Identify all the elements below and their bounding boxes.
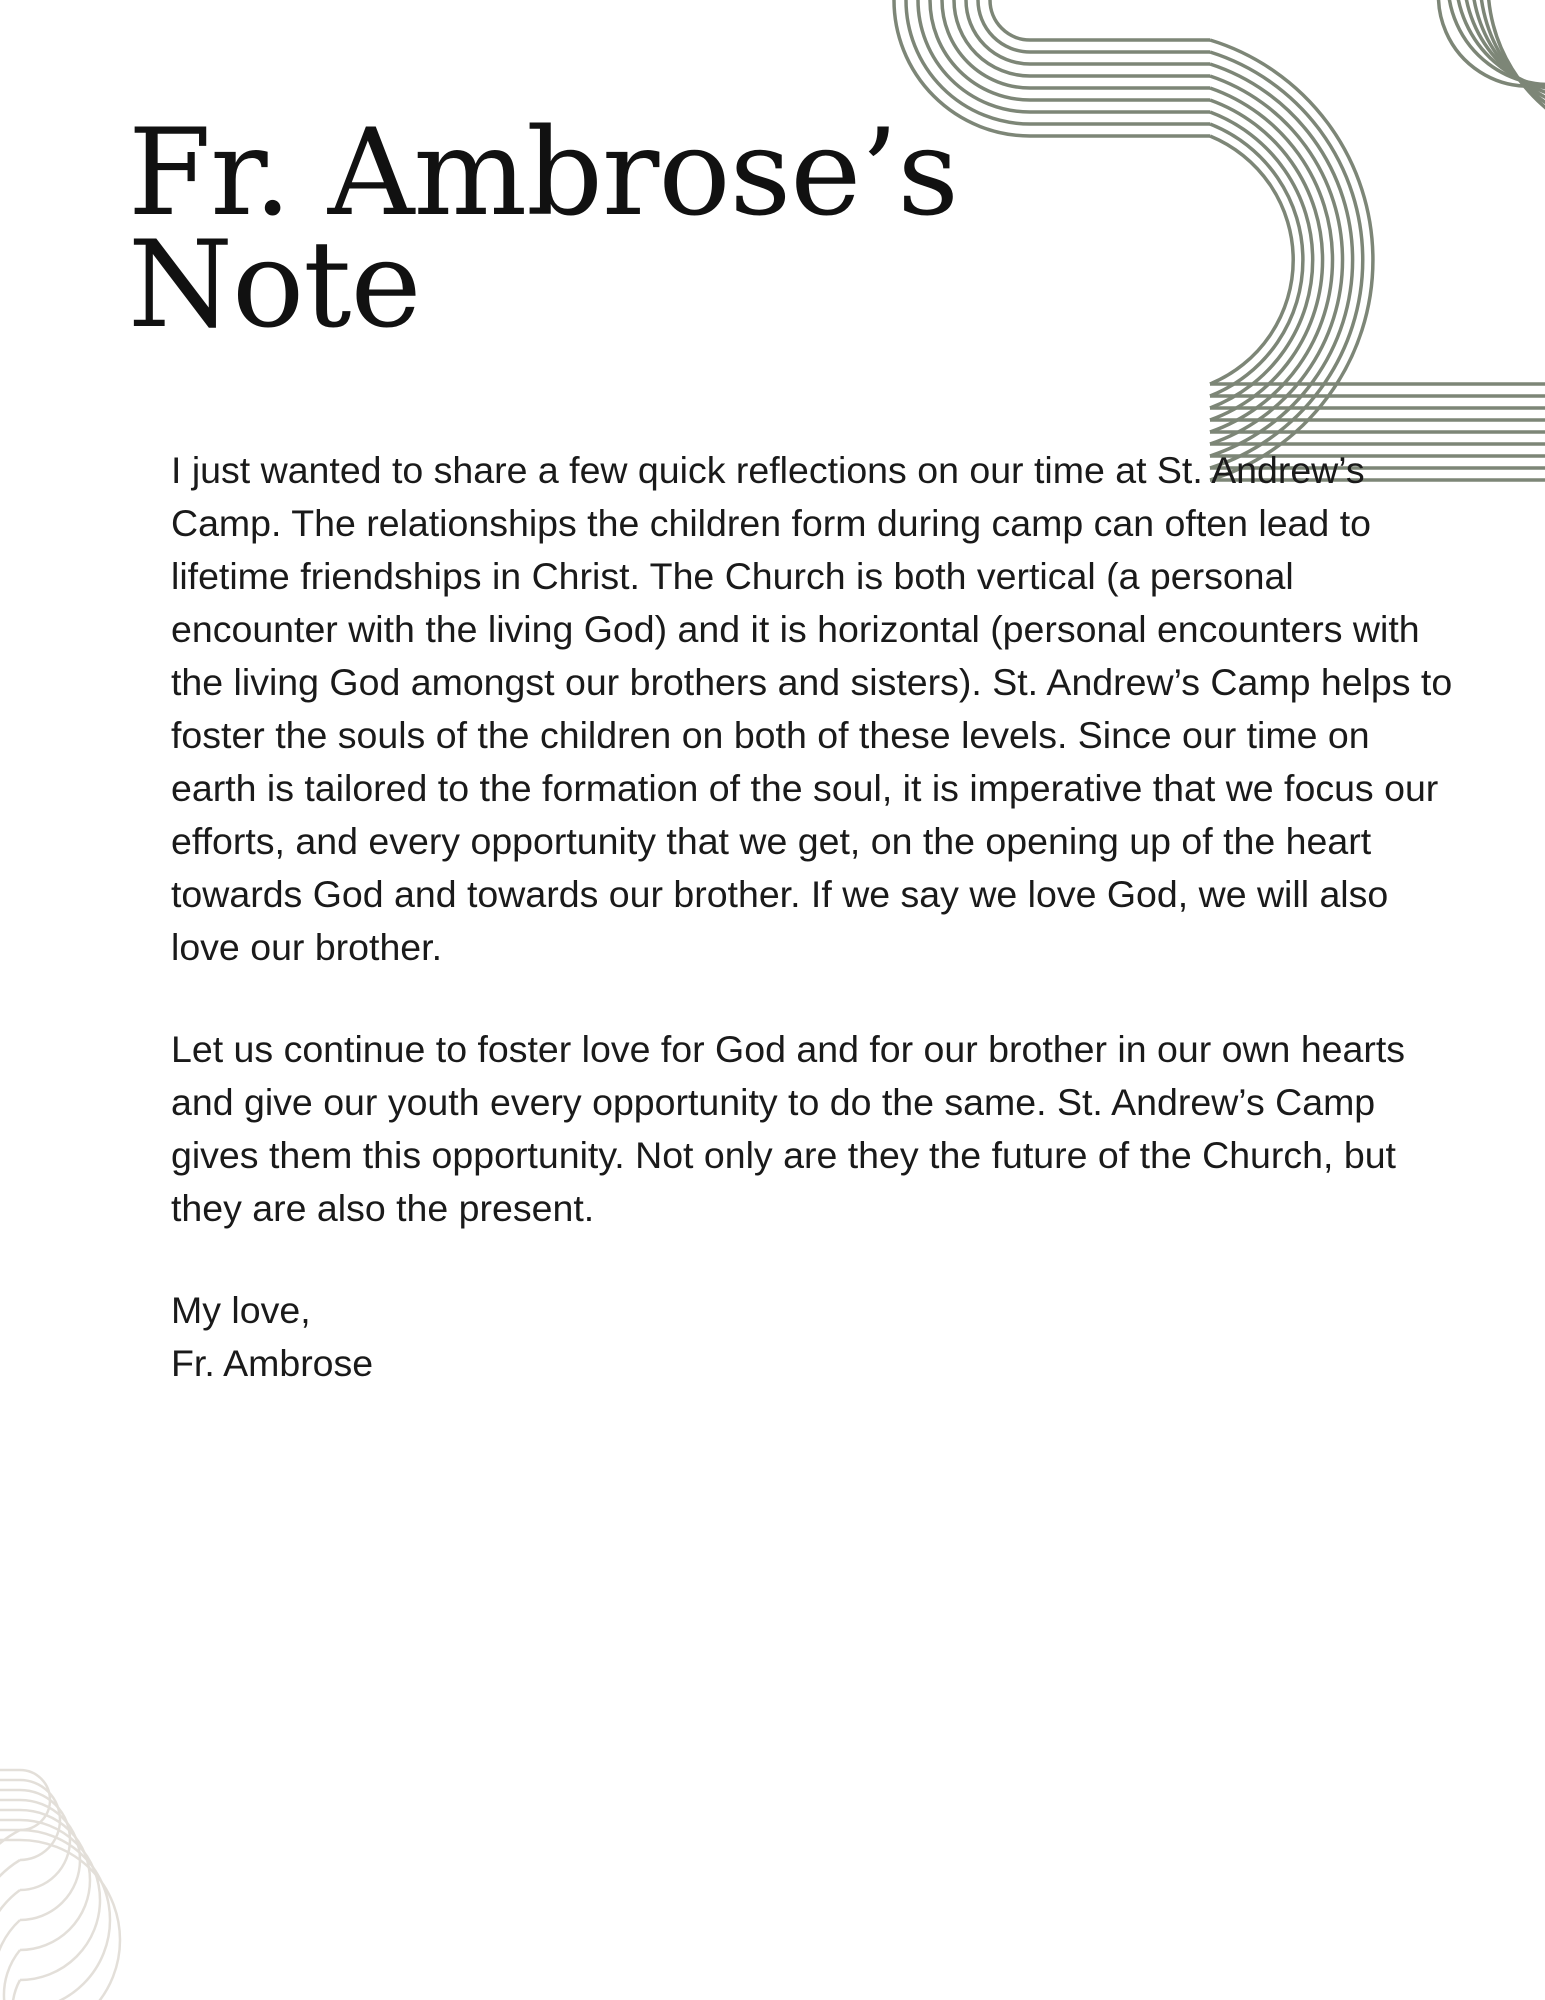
- signature-name: Fr. Ambrose: [171, 1342, 374, 1384]
- wave-line: [1210, 88, 1333, 432]
- wave-line: [1210, 64, 1353, 456]
- wave-line: [918, 0, 1210, 112]
- paragraph: I just wanted to share a few quick reflections on our time at St. Andrew’s Camp. The relationships the children form during camp can often lead to lifetime friendships in Christ. The Church is both vertical (a personal encounter with the living God) and it is horizontal (personal encounters with the living God amongst our brothers and sisters). St. Andrew’s Camp helps to foster the souls of the children on both of these levels. Since our time on earth is tailored to the formation of the soul, it is imperative that we focus our efforts, and every opportunity that we get, on the opening up of the heart towards God and towards our brother. If we say we love God, we will also love our brother.: [171, 449, 1453, 968]
- page-title: [128, 104, 958, 355]
- wave-line: [0, 1800, 80, 1920]
- wave-line: [0, 1830, 130, 2000]
- wave-line: [942, 0, 1210, 88]
- title-line-2: Note: [128, 216, 421, 355]
- title-line-1: Fr. Ambrose’s: [128, 104, 958, 243]
- wave-line: [4, 1950, 130, 2000]
- signature-block: [171, 1284, 1461, 1390]
- letter-body: [171, 444, 1461, 1390]
- wave-line: [1488, 0, 1545, 130]
- wave-line: [0, 1860, 130, 2000]
- wave-line: [1210, 52, 1363, 468]
- wave-line: [954, 0, 1210, 76]
- wave-line: [0, 1810, 90, 1950]
- wave-line: [1210, 112, 1313, 408]
- wave-line: [1210, 136, 1293, 384]
- wave-line: [930, 0, 1210, 100]
- wave-line: [0, 1920, 130, 2000]
- wave-line: [1439, 0, 1545, 86]
- wave-line: [0, 1790, 70, 1890]
- decorative-wave-lines-top: [880, 0, 1545, 500]
- wave-line: [0, 1820, 100, 1980]
- wave-line: [966, 0, 1210, 64]
- wave-line: [0, 1780, 60, 1860]
- wave-line: [0, 1840, 120, 2000]
- wave-line: [1210, 124, 1303, 396]
- wave-line: [0, 1770, 50, 1830]
- decorative-wave-lines-bottom: [0, 1740, 380, 2000]
- wave-line: [1464, 0, 1545, 100]
- wave-line: [1210, 100, 1323, 420]
- signature-closing: My love,: [171, 1289, 311, 1331]
- wave-line: [12, 1980, 130, 2000]
- wave-line: [1472, 0, 1545, 110]
- wave-line: [1210, 40, 1373, 480]
- wave-line: [1480, 0, 1545, 120]
- wave-line: [978, 0, 1210, 52]
- paragraph: Let us continue to foster love for God and for our brother in our own hearts and give our youth every opportunity to do the same. St. Andrew’s Camp gives them this opportunity. Not only are they the future of the Church, but they are also the present.: [171, 1028, 1406, 1229]
- wave-line: [0, 1830, 110, 2000]
- wave-line: [990, 0, 1210, 40]
- wave-line: [1448, 0, 1545, 85]
- wave-line: [1456, 0, 1545, 90]
- wave-line: [1210, 76, 1343, 444]
- wave-line: [0, 1890, 130, 2000]
